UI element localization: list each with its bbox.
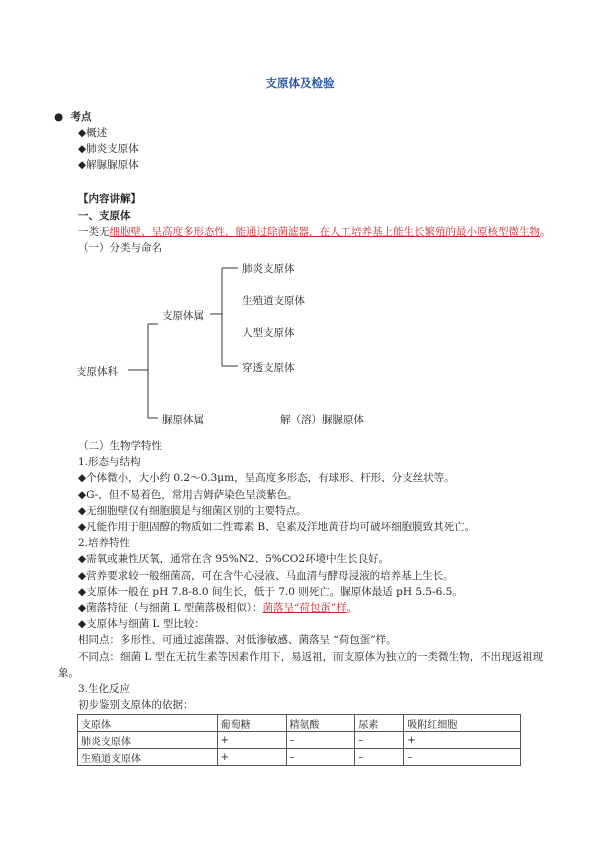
biochem-intro: 初步鉴别支原体的依据：: [78, 699, 194, 711]
table-cell: –: [404, 749, 521, 766]
colony-underlined: 菌落呈“荷包蛋”样: [262, 602, 347, 614]
tree-species: 生殖道支原体: [242, 295, 305, 307]
tree-species: 人型支原体: [242, 327, 295, 339]
compare-heading: ◆支原体与细菌 L 型比较：: [78, 618, 205, 630]
table-header: 葡萄糖: [217, 715, 286, 732]
tree-genus-ureaplasma: 脲原体属: [162, 414, 204, 426]
table-cell: –: [286, 749, 355, 766]
colony-feature: [78, 602, 357, 615]
subheading-morphology: 1.形态与结构: [78, 456, 141, 468]
morphology-item: ◆无细胞壁仅有细胞膜是与细菌区别的主要特点。: [78, 505, 307, 517]
definition-underlined: 细胞壁、呈高度多形态性，能通过除菌滤器，在人工培养基上能生长繁殖的最小原核型微生物: [109, 226, 540, 238]
morphology-item: ◆G-，但不易着色，常用吉姆萨染色呈淡紫色。: [78, 489, 298, 501]
subheading-culture: 2.培养特性: [78, 537, 131, 549]
subheading-biochem: 3.生化反应: [78, 683, 131, 695]
table-row: [78, 749, 521, 766]
table-header: 支原体: [78, 715, 218, 732]
section-header: 【内容讲解】: [78, 193, 141, 205]
table-cell: 生殖道支原体: [78, 749, 218, 766]
subheading-biology: （二）生物学特性: [78, 440, 162, 452]
heading-mycoplasma: 一、支原体: [78, 210, 131, 222]
compare-diff-cont: 象。: [58, 667, 79, 679]
biochem-table: [77, 714, 521, 766]
colony-prefix: ◆菌落特征（与细菌 L 型菌落极相似）：: [78, 602, 263, 614]
table-cell: 肺炎支原体: [78, 732, 218, 749]
table-cell: +: [217, 749, 286, 766]
morphology-item: ◆个体微小，大小约 0.2～0.3μm，呈高度多形态，有球形、杆形、分支丝状等。: [78, 472, 455, 484]
table-cell: +: [404, 732, 521, 749]
culture-item: ◆需氧或兼性厌氧，通常在含 95%N2、5%CO2环境中生长良好。: [78, 553, 390, 565]
culture-item: ◆支原体一般在 pH 7.8-8.0 间生长，低于 7.0 则死亡。脲原体最适 pH 5.5-6.5。: [78, 586, 463, 598]
table-header: 精氨酸: [286, 715, 355, 732]
table-cell: +: [217, 732, 286, 749]
definition-suffix: 。: [540, 226, 551, 238]
tree-genus-mycoplasma: 支原体属: [162, 310, 204, 322]
kaodian-label: 考点: [70, 111, 92, 123]
compare-same: 相同点：多形性、可通过滤菌器、对低渗敏感、菌落呈 “荷包蛋”样。: [78, 634, 397, 646]
kaodian-item: ◆概述: [78, 127, 108, 139]
tree-species: 肺炎支原体: [242, 263, 295, 275]
bullet-icon: ●: [54, 111, 64, 123]
culture-item: ◆营养要求较一般细菌高，可在含牛心浸液、马血清与酵母浸液的培养基上生长。: [78, 570, 454, 582]
tree-root: 支原体科: [76, 366, 118, 378]
morphology-item: ◆凡能作用于胆固醇的物质如二性霉素 B、皂素及洋地黄苷均可破坏细胞膜致其死亡。: [78, 521, 476, 533]
page-title: 支原体及检验: [265, 76, 335, 90]
compare-diff: 不同点：细菌 L 型在无抗生素等因素作用下，易返祖，而支原体为独立的一类微生物，不出现返祖现: [78, 651, 544, 663]
tree-species: 解（溶）脲脲原体: [280, 414, 364, 426]
table-header-row: [78, 715, 521, 732]
table-cell: –: [286, 732, 355, 749]
tree-species: 穿透支原体: [242, 362, 295, 374]
kaodian-item: ◆肺炎支原体: [78, 143, 139, 155]
table-row: [78, 732, 521, 749]
table-header: 尿素: [355, 715, 404, 732]
definition-prefix: 一类无: [78, 226, 110, 238]
colony-suffix: 。: [346, 602, 358, 614]
kaodian-item: ◆解脲脲原体: [78, 159, 139, 171]
table-cell: –: [355, 732, 404, 749]
subheading-classification: （一）分类与命名: [78, 242, 162, 254]
table-header: 吸附红细胞: [404, 715, 521, 732]
table-cell: –: [355, 749, 404, 766]
